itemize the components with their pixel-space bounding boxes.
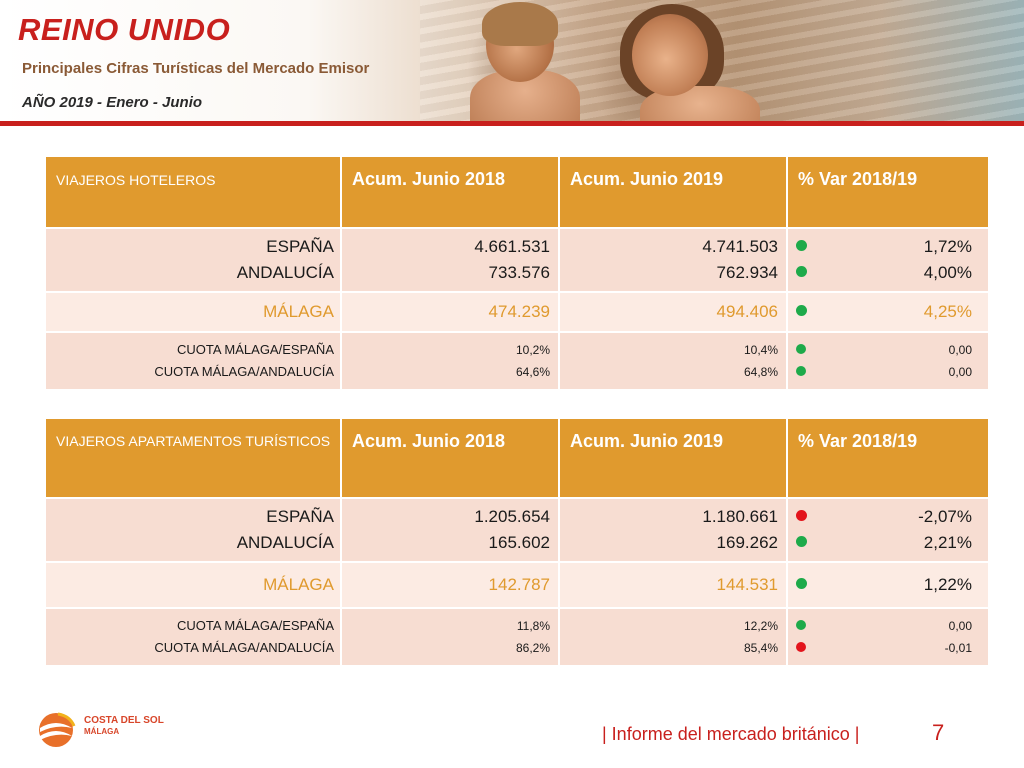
report-period: AÑO 2019 - Enero - Junio [22, 94, 203, 111]
trend-down-dot-icon [796, 642, 806, 652]
banner-photo-child-boy-hair [482, 2, 558, 46]
variation-cuota-espana: 0,00 [948, 343, 972, 357]
variation-andalucia: 4,00% [923, 263, 972, 282]
value-andalucia-2018: 733.576 [488, 263, 550, 282]
value-andalucia-2019: 169.262 [716, 533, 778, 552]
value-cuota-andalucia-2019: 85,4% [743, 641, 778, 655]
variation-espana: -2,07% [918, 507, 972, 526]
table-row-cuota [45, 332, 989, 390]
column-header-variation: % Var 2018/19 [787, 418, 989, 498]
table-row-malaga [45, 292, 989, 332]
value-cuota-andalucia-2018: 64,6% [515, 365, 550, 379]
page-number: 7 [932, 720, 945, 745]
value-cuota-espana-2018: 11,8% [516, 619, 550, 633]
value-cuota-espana-2018: 10,2% [515, 343, 550, 357]
variation-espana: 1,72% [923, 237, 972, 256]
variation-andalucia: 2,21% [923, 533, 972, 552]
trend-up-dot-icon [796, 240, 807, 251]
value-andalucia-2018: 165.602 [488, 533, 550, 552]
column-header-2018: Acum. Junio 2018 [341, 156, 559, 228]
row-label-malaga: MÁLAGA [45, 562, 341, 608]
row-label-cuota-espana: CUOTA MÁLAGA/ESPAÑA [176, 342, 334, 357]
value-cuota-andalucia-2019: 64,8% [743, 365, 778, 379]
row-label-espana: ESPAÑA [266, 237, 334, 256]
trend-up-dot-icon [796, 305, 807, 316]
row-label-cuota-espana: CUOTA MÁLAGA/ESPAÑA [176, 618, 334, 633]
header-divider [0, 121, 1024, 126]
value-espana-2018: 4.661.531 [474, 237, 550, 256]
value-espana-2018: 1.205.654 [474, 507, 550, 526]
table-header-row [45, 156, 989, 228]
hotel-travelers-table [44, 155, 990, 391]
column-header-2018: Acum. Junio 2018 [341, 418, 559, 498]
row-label-andalucia: ANDALUCÍA [236, 263, 334, 282]
trend-up-dot-icon [796, 266, 807, 277]
variation-malaga: 1,22% [923, 575, 972, 594]
trend-up-dot-icon [796, 578, 807, 589]
value-espana-2019: 1.180.661 [702, 507, 778, 526]
logo-brand-subtitle: MÁLAGA [84, 727, 120, 736]
logo-brand-name: COSTA DEL SOL [84, 715, 164, 726]
table-row-espana-andalucia [45, 498, 989, 562]
page-title: REINO UNIDO [18, 12, 231, 47]
value-cuota-espana-2019: 10,4% [743, 343, 778, 357]
variation-cuota-espana: 0,00 [948, 619, 972, 633]
apartment-travelers-table [44, 417, 990, 667]
row-label-andalucia: ANDALUCÍA [236, 533, 334, 552]
report-footer-title: | Informe del mercado británico | [602, 724, 860, 744]
value-cuota-espana-2019: 12,2% [743, 619, 778, 633]
row-label-cuota-andalucia: CUOTA MÁLAGA/ANDALUCÍA [154, 640, 334, 655]
trend-up-dot-icon [796, 344, 806, 354]
trend-up-dot-icon [796, 536, 807, 547]
trend-up-dot-icon [796, 366, 806, 376]
table-row-malaga [45, 562, 989, 608]
value-malaga-2018: 474.239 [341, 292, 559, 332]
value-malaga-2018: 142.787 [341, 562, 559, 608]
table-header-label: VIAJEROS APARTAMENTOS TURÍSTICOS [45, 418, 341, 498]
row-label-malaga: MÁLAGA [45, 292, 341, 332]
column-header-variation: % Var 2018/19 [787, 156, 989, 228]
header-banner [0, 0, 1024, 122]
banner-photo-child-girl-head [632, 14, 708, 96]
table-header-label: VIAJEROS HOTELEROS [45, 156, 341, 228]
variation-cuota-andalucia: -0,01 [944, 641, 972, 655]
value-espana-2019: 4.741.503 [702, 237, 778, 256]
page-subtitle: Principales Cifras Turísticas del Mercado Emisor [22, 60, 370, 77]
value-andalucia-2019: 762.934 [716, 263, 778, 282]
value-malaga-2019: 494.406 [559, 292, 787, 332]
trend-up-dot-icon [796, 620, 806, 630]
variation-malaga: 4,25% [923, 302, 972, 321]
row-label-espana: ESPAÑA [266, 507, 334, 526]
table-header-row [45, 418, 989, 498]
variation-cuota-andalucia: 0,00 [948, 365, 972, 379]
trend-down-dot-icon [796, 510, 807, 521]
value-cuota-andalucia-2018: 86,2% [515, 641, 550, 655]
row-label-cuota-andalucia: CUOTA MÁLAGA/ANDALUCÍA [154, 364, 334, 379]
column-header-2019: Acum. Junio 2019 [559, 418, 787, 498]
value-malaga-2019: 144.531 [559, 562, 787, 608]
table-row-espana-andalucia [45, 228, 989, 292]
table-row-cuota [45, 608, 989, 666]
column-header-2019: Acum. Junio 2019 [559, 156, 787, 228]
